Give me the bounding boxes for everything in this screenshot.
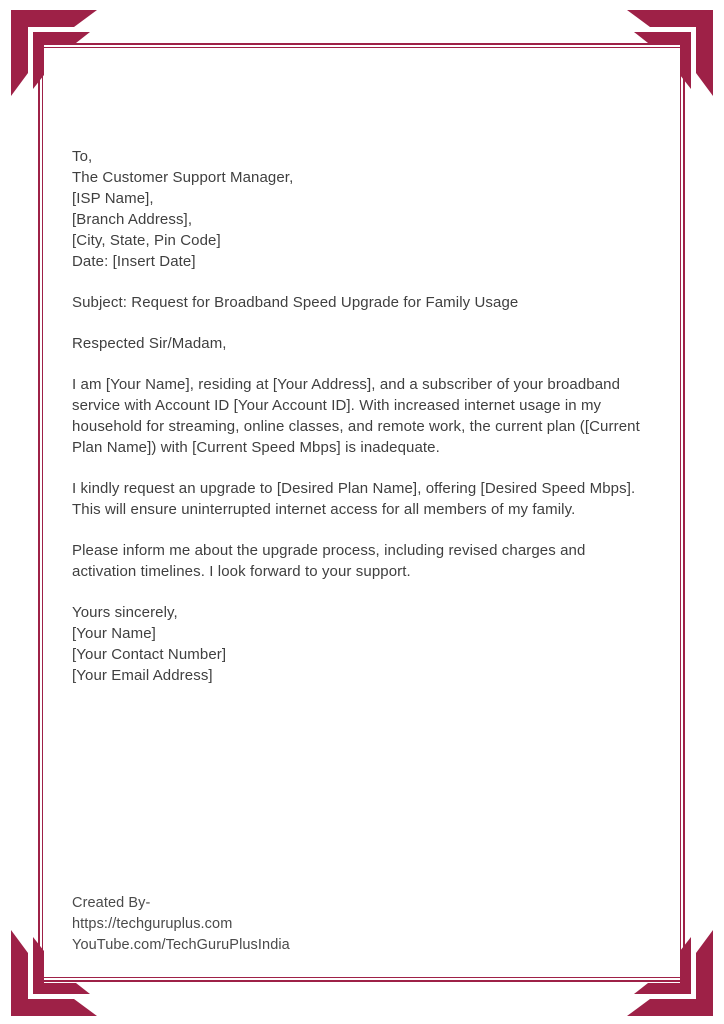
recipient-line: [ISP Name], — [72, 190, 154, 207]
closing-signature-block — [72, 602, 650, 686]
closing-line: [Your Email Address] — [72, 667, 213, 684]
corner-ornament-top-left-icon — [11, 10, 97, 96]
letter-date-line: Date: [Insert Date] — [72, 253, 196, 270]
corner-ornament-bottom-right-icon — [627, 930, 713, 1016]
footer-youtube-url: YouTube.com/TechGuruPlusIndia — [72, 937, 290, 953]
recipient-line: To, — [72, 148, 93, 165]
letter-paragraph-3: Please inform me about the upgrade process, including revised charges and activation timelines. I look forward to your support. — [72, 542, 586, 580]
closing-line: [Your Name] — [72, 625, 156, 642]
subject-line: Subject: Request for Broadband Speed Upgrade for Family Usage — [72, 294, 519, 311]
footer-credit — [72, 893, 290, 956]
recipient-line: The Customer Support Manager, — [72, 169, 294, 186]
letter-body — [72, 146, 650, 706]
letter-paragraph-1: I am [Your Name], residing at [Your Address], and a subscriber of your broadband service with Account ID [Your Account ID]. With increased internet usage in my household for streaming, online classes, and remote work, the current plan ([Current Plan Name]) with [Current Speed Mbps] is inadequate. — [72, 376, 640, 456]
recipient-address-block — [72, 146, 650, 272]
letter-paragraph-2: I kindly request an upgrade to [Desired Plan Name], offering [Desired Speed Mbps]. This will ensure uninterrupted internet access for all members of my family. — [72, 480, 636, 518]
recipient-line: [Branch Address], — [72, 211, 193, 228]
recipient-line: [City, State, Pin Code] — [72, 232, 221, 249]
footer-created-by: Created By- — [72, 895, 151, 911]
closing-line: [Your Contact Number] — [72, 646, 227, 663]
corner-ornament-top-right-icon — [627, 10, 713, 96]
closing-line: Yours sincerely, — [72, 604, 178, 621]
salutation: Respected Sir/Madam, — [72, 335, 227, 352]
footer-website-url: https://techguruplus.com — [72, 916, 233, 932]
